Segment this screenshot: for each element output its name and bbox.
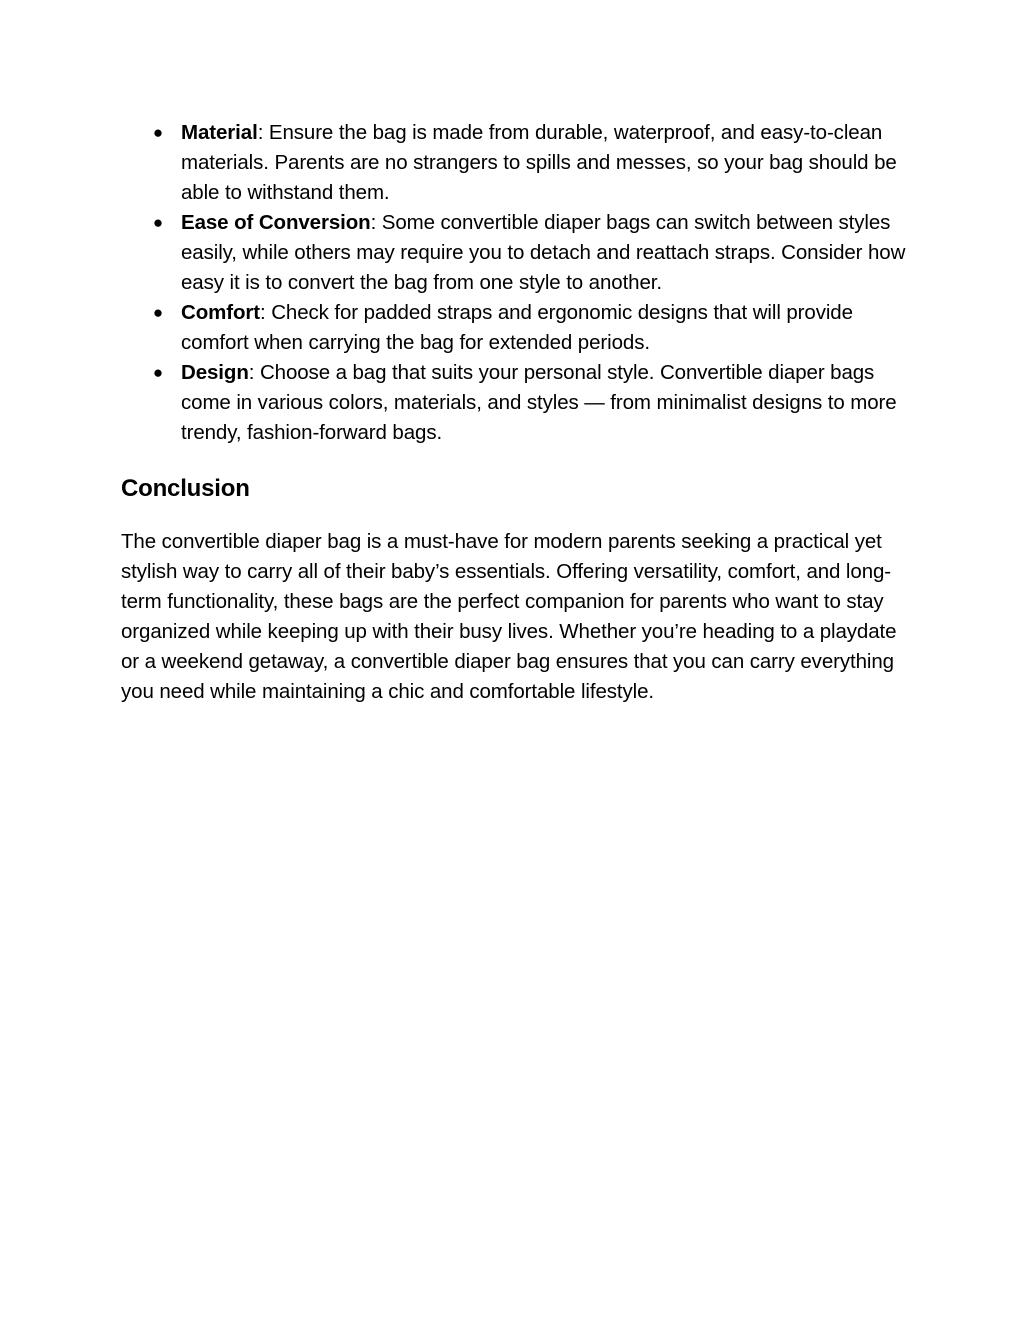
bullet-icon: ●: [152, 303, 164, 322]
conclusion-heading: Conclusion: [121, 475, 250, 502]
bullet-icon: ●: [152, 363, 164, 382]
list-item-text: : Choose a bag that suits your personal style. Convertible diaper bags come in various colors, materials, and styles — from minimalist designs to more trendy, fashion-forward bags.: [181, 361, 897, 444]
list-item-design: [121, 358, 911, 448]
list-item-term: Comfort: [181, 301, 261, 324]
bullet-icon: ●: [152, 123, 164, 142]
list-item-term: Ease of Conversion: [181, 211, 371, 234]
list-item-material: [121, 118, 911, 208]
list-item-term: Design: [181, 361, 249, 384]
list-item-text: : Ensure the bag is made from durable, waterproof, and easy-to-clean materials. Parents are no strangers to spills and messes, so your bag should be able to withstand them.: [181, 121, 897, 204]
list-item-comfort: [121, 298, 911, 358]
list-item-text: : Some convertible diaper bags can switch between styles easily, while others may require you to detach and reattach straps. Consider how easy it is to convert the bag from one style to another.: [181, 211, 906, 294]
list-item-ease-of-conversion: [121, 208, 911, 298]
list-item-term: Material: [181, 121, 258, 144]
bullet-icon: ●: [152, 213, 164, 232]
list-item-text: : Check for padded straps and ergonomic designs that will provide comfort when carrying the bag for extended periods.: [181, 301, 853, 354]
feature-bullet-list: [121, 118, 911, 448]
conclusion-paragraph: The convertible diaper bag is a must-have for modern parents seeking a practical yet stylish way to carry all of their baby’s essentials. Offering versatility, comfort, and long-term functionality, these bags are the perfect companion for parents who want to stay organized while keeping up with their busy lives. Whether you’re heading to a playdate or a weekend getaway, a convertible diaper bag ensures that you can carry everything you need while maintaining a chic and comfortable lifestyle.: [121, 530, 897, 703]
document-content: [121, 118, 911, 707]
